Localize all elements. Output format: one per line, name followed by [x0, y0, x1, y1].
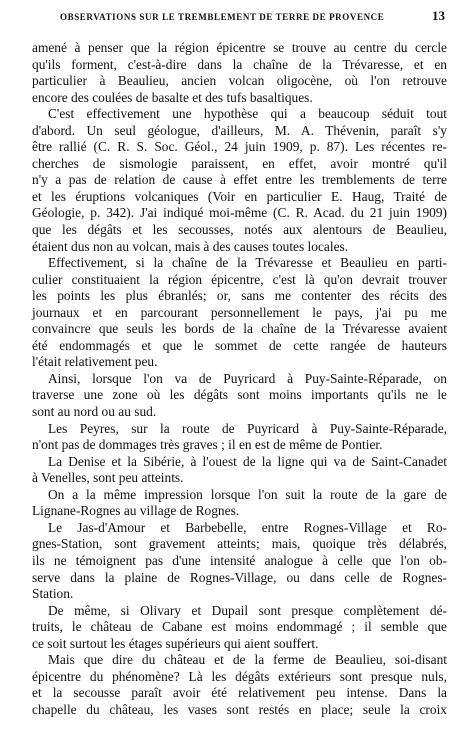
body-text — [32, 40, 447, 718]
running-header: OBSERVATIONS SUR LE TREMBLEMENT DE TERRE DE PROVENCE — [60, 12, 385, 22]
text-line: convaincre que seuls les bords de la chaîne de la Trévaresse avaient — [32, 321, 447, 337]
paragraph — [32, 520, 447, 603]
text-line: Lignane-Rognes au village de Rognes. — [32, 503, 240, 519]
paragraph — [32, 487, 447, 520]
text-line: que les dégâts et les secousses, notés aux alentours de Beaulieu, — [32, 222, 447, 238]
text-line: encore des coulées de basalte et des tufs basaltiques. — [32, 89, 313, 105]
text-line: journaux et en parcourant personnellement le pays, j'ai pu me — [32, 304, 447, 320]
text-line: à Venelles, sont peu atteints. — [32, 470, 184, 486]
text-line: traverse une zone où les dégâts sont moins importants qu'ils ne le — [32, 387, 447, 403]
paragraph — [32, 652, 447, 718]
text-line: Mais que dire du château et de la ferme de Beaulieu, soi-disant — [48, 652, 447, 668]
text-line: cherches de sismologie paraissent, en effet, avoir montré qu'il — [32, 155, 447, 171]
text-line: Effectivement, si la chaîne de la Trévaresse et Beaulieu en parti- — [48, 255, 447, 271]
text-line: chapelle du château, les vases sont restés en place; seule la croix — [32, 701, 447, 717]
page-number: 13 — [432, 8, 445, 23]
text-line: être rallié (C. R. S. Soc. Géol., 24 juin 1909, p. 87). Les récentes re- — [32, 139, 447, 155]
paragraph — [32, 255, 447, 371]
text-line: étaient dus non au volcan, mais à des causes toutes locales. — [32, 238, 349, 254]
paragraph — [32, 421, 447, 454]
paragraph — [32, 371, 447, 421]
text-line: sont au nord ou au sud. — [32, 404, 157, 420]
text-line: particulier à Beaulieu, ancien volcan oligocène, où l'on retrouve — [32, 73, 447, 89]
text-line: Les Peyres, sur la route de Puyricard à Puy-Sainte-Réparade, — [48, 420, 447, 436]
text-line: amené à penser que la région épicentre se trouve au centre du cercle — [32, 40, 447, 55]
text-line: La Denise et la Sibérie, à l'ouest de la ligne qui va de Saint-Canadet — [48, 453, 447, 469]
text-line: culier constituaient la région épicentre, c'est là qu'on devrait trouver — [32, 271, 447, 287]
text-line: et les éruptions volcaniques (Voir en particulier E. Haug, Traité de — [32, 188, 447, 204]
paragraph — [32, 454, 447, 487]
paragraph — [32, 40, 447, 106]
text-line: d'abord. Un seul géologue, d'ailleurs, M. A. Thévenin, paraît s'y — [32, 122, 447, 138]
text-line: ils ne témoignent pas d'une intensité analogue à celle que l'on ob- — [32, 552, 447, 568]
text-line: On a la même impression lorsque l'on suit la route de la gare de — [48, 486, 447, 502]
text-line: Le Jas-d'Amour et Barbebelle, entre Rognes-Village et Ro- — [48, 519, 447, 535]
text-line: gnes-Station, sont gravement atteints; mais, quoique très délabrés, — [32, 536, 447, 552]
text-line: qu'ils forment, c'est-à-dire dans la chaîne de la Trévaresse, et en — [32, 56, 447, 72]
text-line: De même, si Olivary et Dupail sont presque complètement dé- — [48, 602, 447, 618]
text-line: n'ont pas de dommages très graves ; il en est de même de Pontier. — [32, 437, 383, 453]
text-line: l'était relativement peu. — [32, 354, 158, 370]
text-line: C'est effectivement une hypothèse qui a beaucoup séduit tout — [48, 106, 447, 122]
text-line: Géologie, p. 342). J'ai indiqué moi-même (C. R. Acad. du 21 juin 1909) — [32, 205, 447, 221]
text-line: et la secousse paraît avoir été relativement peu intense. Dans la — [32, 685, 447, 701]
text-line: Station. — [32, 586, 74, 602]
text-line: truits, le château de Cabane est moins endommagé ; il semble que — [32, 619, 447, 635]
text-line: Ainsi, lorsque l'on va de Puyricard à Puy-Sainte-Réparade, on — [48, 370, 447, 386]
paragraph — [32, 106, 447, 255]
text-line: serve dans la plaine de Rognes-Village, ou dans celle de Rognes- — [32, 569, 447, 585]
text-line: été endommagés et que le sommet de cette rangée de hauteurs — [32, 337, 447, 353]
text-line: épicentre du phénomène? Là les dégâts extérieurs sont presque nuls, — [32, 668, 447, 684]
text-line: n'y a pas de relation de cause à effet entre les tremblements de terre — [32, 172, 447, 188]
text-line: ce soit surtout les étages supérieurs qui aient souffert. — [32, 635, 319, 651]
text-line: les points les plus ébranlés; or, sans me contenter des récits des — [32, 288, 447, 304]
paragraph — [32, 603, 447, 653]
